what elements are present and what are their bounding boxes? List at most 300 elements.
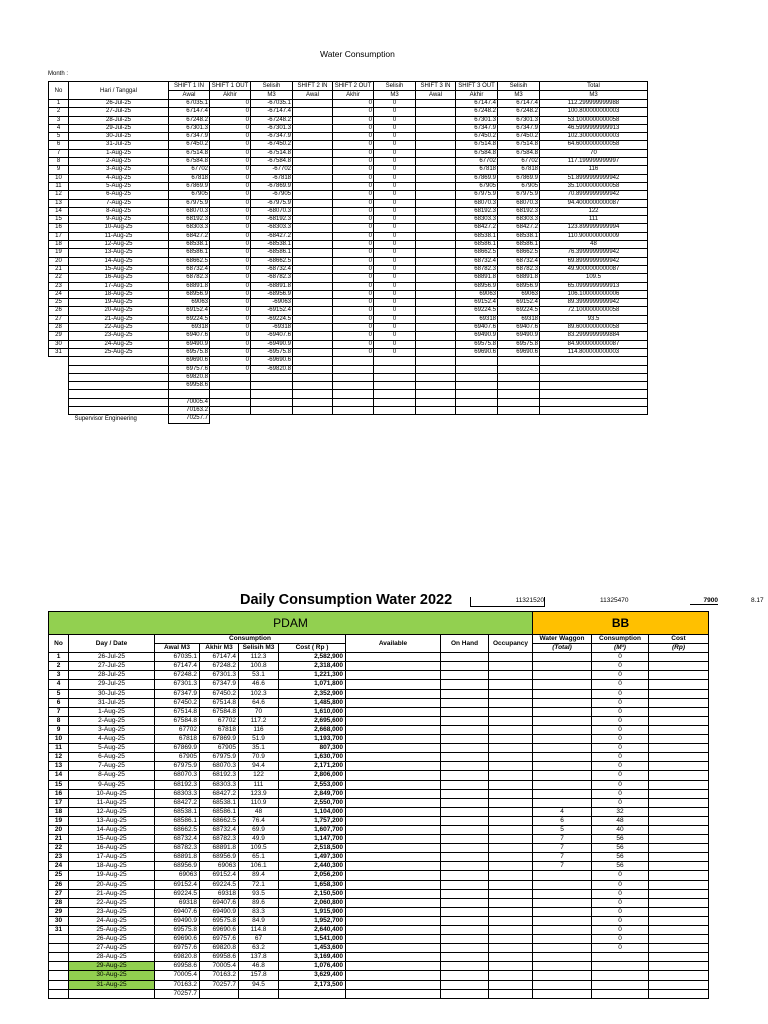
awal-m3: 67869.9 — [155, 744, 200, 753]
selisih-m3: 114.8 — [239, 926, 279, 935]
shift3-in — [416, 158, 456, 166]
row-no: 1 — [49, 100, 69, 108]
available — [346, 835, 441, 844]
shift3-in — [416, 224, 456, 232]
shift1-out: 0 — [210, 108, 251, 116]
cost-rp: 1,147,700 — [279, 835, 346, 844]
h2-no: No — [49, 635, 69, 653]
cost-rp: 1,071,800 — [279, 680, 346, 689]
selisih-2: 0 — [374, 274, 416, 282]
on-hand — [441, 962, 489, 971]
row-date: 28-Aug-25 — [69, 953, 155, 962]
selisih-2: 0 — [374, 232, 416, 240]
shift2-out: 0 — [333, 249, 374, 257]
selisih-3: 68732.4 — [498, 257, 540, 265]
empty-cell — [293, 357, 333, 365]
selisih-m3: 111 — [239, 780, 279, 789]
row-date — [69, 382, 169, 390]
on-hand — [441, 735, 489, 744]
empty-cell — [456, 406, 498, 414]
empty-cell — [374, 365, 416, 373]
selisih-m3: 117.2 — [239, 716, 279, 725]
occupancy — [489, 725, 533, 734]
table-row — [49, 241, 648, 249]
table-row — [49, 771, 709, 780]
bb-cost — [649, 844, 709, 853]
table-row — [49, 671, 709, 680]
bb-consumption: 0 — [592, 771, 649, 780]
selisih-1 — [251, 406, 293, 414]
row-total: 93.5 — [540, 315, 648, 323]
selisih-2: 0 — [374, 133, 416, 141]
row-no: 8 — [49, 716, 69, 725]
row-no: 16 — [49, 789, 69, 798]
shift1-in: 70005.4 — [169, 398, 210, 406]
empty-cell — [333, 357, 374, 365]
bb-cost — [649, 807, 709, 816]
row-total: 89.3999999999942 — [540, 299, 648, 307]
table-row — [49, 825, 709, 834]
shift1-out — [210, 390, 251, 398]
selisih-m3: 94.4 — [239, 762, 279, 771]
awal-m3: 68732.4 — [155, 835, 200, 844]
shift2-out: 0 — [333, 324, 374, 332]
selisih-1: -69820.8 — [251, 365, 293, 373]
sheet1-month-label: Month : — [48, 71, 69, 77]
empty-cell — [333, 373, 374, 381]
selisih-m3: 72.1 — [239, 880, 279, 889]
table-row — [49, 744, 709, 753]
awal-m3: 69575.8 — [155, 926, 200, 935]
cost-rp: 1,453,600 — [279, 944, 346, 953]
row-date: 26-Jul-25 — [69, 100, 169, 108]
occupancy — [489, 844, 533, 853]
shift3-out: 68192.3 — [456, 207, 498, 215]
selisih-m3: 89.4 — [239, 871, 279, 880]
row-date: 12-Aug-25 — [69, 807, 155, 816]
shift2-in — [293, 116, 333, 124]
row-no — [49, 971, 69, 980]
akhir-m3: 68070.3 — [200, 762, 239, 771]
awal-m3: 69490.9 — [155, 916, 200, 925]
row-date: 25-Aug-25 — [69, 926, 155, 935]
selisih-3: 67147.4 — [498, 100, 540, 108]
on-hand — [441, 807, 489, 816]
shift1-out: 0 — [210, 348, 251, 356]
empty-cell — [416, 382, 456, 390]
selisih-m3: 63.2 — [239, 944, 279, 953]
shift2-out: 0 — [333, 282, 374, 290]
occupancy — [489, 971, 533, 980]
shift2-in — [293, 274, 333, 282]
shift1-in: 68586.1 — [169, 249, 210, 257]
akhir-m3: 69224.5 — [200, 880, 239, 889]
row-no: 19 — [49, 249, 69, 257]
shift2-in — [293, 224, 333, 232]
bb-consumption: 0 — [592, 889, 649, 898]
empty-cell — [293, 365, 333, 373]
on-hand — [441, 825, 489, 834]
shift2-out: 0 — [333, 224, 374, 232]
shift2-in — [293, 340, 333, 348]
cost-rp: 1,076,400 — [279, 962, 346, 971]
shift3-out: 67905 — [456, 182, 498, 190]
top-value-3: 7900 — [690, 597, 718, 605]
row-no: 7 — [49, 149, 69, 157]
cost-rp: 1,497,300 — [279, 853, 346, 862]
awal-m3: 67975.9 — [155, 762, 200, 771]
selisih-2: 0 — [374, 100, 416, 108]
on-hand — [441, 689, 489, 698]
occupancy — [489, 989, 533, 998]
selisih-m3: 83.3 — [239, 907, 279, 916]
row-date: 27-Aug-25 — [69, 944, 155, 953]
selisih-m3: 109.5 — [239, 844, 279, 853]
selisih-m3: 76.4 — [239, 816, 279, 825]
available — [346, 944, 441, 953]
bb-consumption: 40 — [592, 825, 649, 834]
selisih-m3: 64.6 — [239, 698, 279, 707]
sub-akhir-2: Akhir — [333, 91, 374, 100]
selisih-3: 67248.2 — [498, 108, 540, 116]
selisih-m3: 89.6 — [239, 898, 279, 907]
row-no: 2 — [49, 662, 69, 671]
row-date: 21-Aug-25 — [69, 315, 169, 323]
table-row — [49, 141, 648, 149]
akhir-m3: 68782.3 — [200, 835, 239, 844]
row-date: 29-Jul-25 — [69, 680, 155, 689]
shift3-out: 68956.9 — [456, 282, 498, 290]
shift3-in — [416, 241, 456, 249]
selisih-2: 0 — [374, 141, 416, 149]
shift2-in — [293, 307, 333, 315]
water-waggon — [533, 971, 592, 980]
cost-rp: 1,610,000 — [279, 707, 346, 716]
shift1-out: 0 — [210, 315, 251, 323]
shift2-out: 0 — [333, 124, 374, 132]
shift1-out: 0 — [210, 365, 251, 373]
bb-consumption: 56 — [592, 853, 649, 862]
occupancy — [489, 880, 533, 889]
water-waggon — [533, 698, 592, 707]
row-total: 76.3999999999942 — [540, 249, 648, 257]
selisih-m3: 106.1 — [239, 862, 279, 871]
empty-cell — [540, 406, 648, 414]
table-row — [49, 199, 648, 207]
shift3-in — [416, 249, 456, 257]
table-row — [49, 725, 709, 734]
shift2-in — [293, 158, 333, 166]
selisih-1: -68891.8 — [251, 282, 293, 290]
row-no: 23 — [49, 282, 69, 290]
shift3-out: 69318 — [456, 315, 498, 323]
selisih-2: 0 — [374, 332, 416, 340]
bb-consumption: 0 — [592, 926, 649, 935]
row-no: 26 — [49, 880, 69, 889]
shift3-out: 69490.9 — [456, 332, 498, 340]
water-waggon — [533, 780, 592, 789]
table-row — [49, 835, 709, 844]
table-row — [49, 133, 648, 141]
shift1-out: 0 — [210, 249, 251, 257]
available — [346, 916, 441, 925]
shift1-in: 69490.9 — [169, 340, 210, 348]
table-row — [49, 989, 709, 998]
row-no: 21 — [49, 265, 69, 273]
shift3-out: 67975.9 — [456, 191, 498, 199]
awal-m3: 67702 — [155, 725, 200, 734]
water-waggon — [533, 926, 592, 935]
shift3-out: 67248.2 — [456, 108, 498, 116]
selisih-2: 0 — [374, 348, 416, 356]
selisih-2: 0 — [374, 224, 416, 232]
shift2-out: 0 — [333, 174, 374, 182]
sub-akhir-1: Akhir — [210, 91, 251, 100]
cost-rp: 2,150,500 — [279, 889, 346, 898]
on-hand — [441, 753, 489, 762]
akhir-m3: 68303.3 — [200, 780, 239, 789]
awal-m3: 69063 — [155, 871, 200, 880]
shift3-out: 69152.4 — [456, 299, 498, 307]
bb-consumption: 48 — [592, 816, 649, 825]
shift2-in — [293, 348, 333, 356]
shift3-in — [416, 324, 456, 332]
row-no: 5 — [49, 133, 69, 141]
table-row — [49, 916, 709, 925]
akhir-m3: 69575.8 — [200, 916, 239, 925]
h2-waggon: Water Waggon — [533, 635, 592, 644]
table-row — [49, 653, 709, 662]
row-date: 26-Jul-25 — [69, 653, 155, 662]
water-waggon — [533, 898, 592, 907]
selisih-m3: 122 — [239, 771, 279, 780]
shift3-out: 69063 — [456, 290, 498, 298]
water-waggon — [533, 653, 592, 662]
row-no: 9 — [49, 725, 69, 734]
selisih-2: 0 — [374, 191, 416, 199]
row-no — [49, 382, 69, 390]
cost-rp: 2,518,500 — [279, 844, 346, 853]
shift3-in — [416, 199, 456, 207]
shift3-in — [416, 307, 456, 315]
available — [346, 735, 441, 744]
selisih-1: -67347.9 — [251, 133, 293, 141]
shift1-out: 0 — [210, 158, 251, 166]
on-hand — [441, 716, 489, 725]
water-waggon: 7 — [533, 853, 592, 862]
selisih-2: 0 — [374, 199, 416, 207]
bb-consumption: 0 — [592, 707, 649, 716]
table-row — [49, 735, 709, 744]
available — [346, 716, 441, 725]
header-no: No — [49, 82, 69, 100]
selisih-1: -68427.2 — [251, 232, 293, 240]
shift1-in: 68662.5 — [169, 257, 210, 265]
cost-rp: 1,104,000 — [279, 807, 346, 816]
selisih-3: 68662.5 — [498, 249, 540, 257]
available — [346, 707, 441, 716]
row-no — [49, 398, 69, 406]
row-date: 22-Aug-25 — [69, 898, 155, 907]
row-total: 64.6000000000058 — [540, 141, 648, 149]
occupancy — [489, 653, 533, 662]
selisih-1 — [251, 398, 293, 406]
shift1-in: 67975.9 — [169, 199, 210, 207]
shift2-out: 0 — [333, 158, 374, 166]
bb-consumption — [592, 962, 649, 971]
selisih-1: -67869.9 — [251, 182, 293, 190]
row-date: 10-Aug-25 — [69, 224, 169, 232]
water-waggon: 6 — [533, 816, 592, 825]
available — [346, 926, 441, 935]
table-row — [49, 406, 648, 414]
row-date: 7-Aug-25 — [69, 762, 155, 771]
empty-cell — [456, 365, 498, 373]
occupancy — [489, 716, 533, 725]
pdam-header: PDAM — [49, 612, 533, 635]
selisih-3: 68538.1 — [498, 232, 540, 240]
awal-m3: 69958.6 — [155, 962, 200, 971]
shift2-in — [293, 324, 333, 332]
occupancy — [489, 916, 533, 925]
empty-cell — [333, 382, 374, 390]
row-no: 28 — [49, 324, 69, 332]
table-row — [49, 689, 709, 698]
table-row — [49, 232, 648, 240]
selisih-3: 67301.3 — [498, 116, 540, 124]
empty-cell — [374, 398, 416, 406]
shift1-in: 68303.3 — [169, 224, 210, 232]
shift2-in — [293, 257, 333, 265]
on-hand — [441, 853, 489, 862]
selisih-3: 67975.9 — [498, 191, 540, 199]
shift2-in — [293, 108, 333, 116]
selisih-2: 0 — [374, 265, 416, 273]
awal-m3: 68538.1 — [155, 807, 200, 816]
row-date: 24-Aug-25 — [69, 916, 155, 925]
row-date: 31-Aug-25 — [69, 980, 155, 989]
row-no: 29 — [49, 332, 69, 340]
row-date: 26-Aug-25 — [69, 935, 155, 944]
row-no: 3 — [49, 116, 69, 124]
table-row — [49, 166, 648, 174]
header-date: Hari / Tanggal — [69, 82, 169, 100]
bb-consumption: 56 — [592, 844, 649, 853]
available — [346, 698, 441, 707]
row-no — [49, 935, 69, 944]
shift3-in — [416, 207, 456, 215]
empty-cell — [374, 382, 416, 390]
shift2-out: 0 — [333, 149, 374, 157]
shift3-out: 67818 — [456, 166, 498, 174]
on-hand — [441, 662, 489, 671]
bb-consumption — [592, 989, 649, 998]
row-date: 19-Aug-25 — [69, 871, 155, 880]
shift1-out: 0 — [210, 133, 251, 141]
row-no: 12 — [49, 191, 69, 199]
bb-consumption: 0 — [592, 944, 649, 953]
shift1-out: 0 — [210, 241, 251, 249]
row-total: 51.8999999999942 — [540, 174, 648, 182]
selisih-2: 0 — [374, 207, 416, 215]
table-row — [49, 926, 709, 935]
akhir-m3: 68586.1 — [200, 807, 239, 816]
cost-rp: 2,849,700 — [279, 789, 346, 798]
shift2-out: 0 — [333, 108, 374, 116]
bb-consumption: 0 — [592, 898, 649, 907]
on-hand — [441, 953, 489, 962]
water-waggon: 7 — [533, 862, 592, 871]
occupancy — [489, 671, 533, 680]
bb-consumption: 56 — [592, 862, 649, 871]
shift1-out: 0 — [210, 166, 251, 174]
on-hand — [441, 680, 489, 689]
empty-cell — [333, 365, 374, 373]
water-waggon — [533, 889, 592, 898]
awal-m3: 68427.2 — [155, 798, 200, 807]
h2-occupancy: Occupancy — [489, 635, 533, 653]
shift1-out: 0 — [210, 100, 251, 108]
shift1-in: 68732.4 — [169, 265, 210, 273]
selisih-1: -67818 — [251, 174, 293, 182]
shift1-in: 69575.8 — [169, 348, 210, 356]
shift2-in — [293, 191, 333, 199]
row-no: 13 — [49, 199, 69, 207]
bb-consumption: 0 — [592, 735, 649, 744]
row-date: 25-Aug-25 — [69, 348, 169, 356]
awal-m3: 68192.3 — [155, 780, 200, 789]
selisih-1: -69063 — [251, 299, 293, 307]
selisih-3: 67702 — [498, 158, 540, 166]
empty-cell — [456, 390, 498, 398]
bb-cost — [649, 744, 709, 753]
shift1-out: 0 — [210, 324, 251, 332]
available — [346, 780, 441, 789]
row-no: 11 — [49, 182, 69, 190]
akhir-m3: 67147.4 — [200, 653, 239, 662]
cost-rp: 2,171,200 — [279, 762, 346, 771]
bb-cost — [649, 725, 709, 734]
bb-consumption — [592, 953, 649, 962]
awal-m3: 67905 — [155, 753, 200, 762]
shift3-out: 67450.2 — [456, 133, 498, 141]
on-hand — [441, 671, 489, 680]
row-date: 12-Aug-25 — [69, 241, 169, 249]
row-date: 1-Aug-25 — [69, 149, 169, 157]
shift3-in — [416, 149, 456, 157]
shift1-in: 69063 — [169, 299, 210, 307]
empty-cell — [456, 398, 498, 406]
selisih-1: -67975.9 — [251, 199, 293, 207]
row-total: 112.299999999988 — [540, 100, 648, 108]
shift2-out: 0 — [333, 290, 374, 298]
cost-rp: 1,221,300 — [279, 671, 346, 680]
table-row — [49, 935, 709, 944]
row-date: 13-Aug-25 — [69, 816, 155, 825]
shift1-in: 69757.6 — [169, 365, 210, 373]
selisih-m3: 65.1 — [239, 853, 279, 862]
awal-m3: 69224.5 — [155, 889, 200, 898]
empty-cell — [374, 373, 416, 381]
shift1-out: 0 — [210, 282, 251, 290]
row-no: 3 — [49, 671, 69, 680]
row-date: 29-Aug-25 — [69, 962, 155, 971]
available — [346, 816, 441, 825]
row-no: 26 — [49, 307, 69, 315]
shift2-out: 0 — [333, 141, 374, 149]
row-total: 53.1000000000058 — [540, 116, 648, 124]
on-hand — [441, 889, 489, 898]
